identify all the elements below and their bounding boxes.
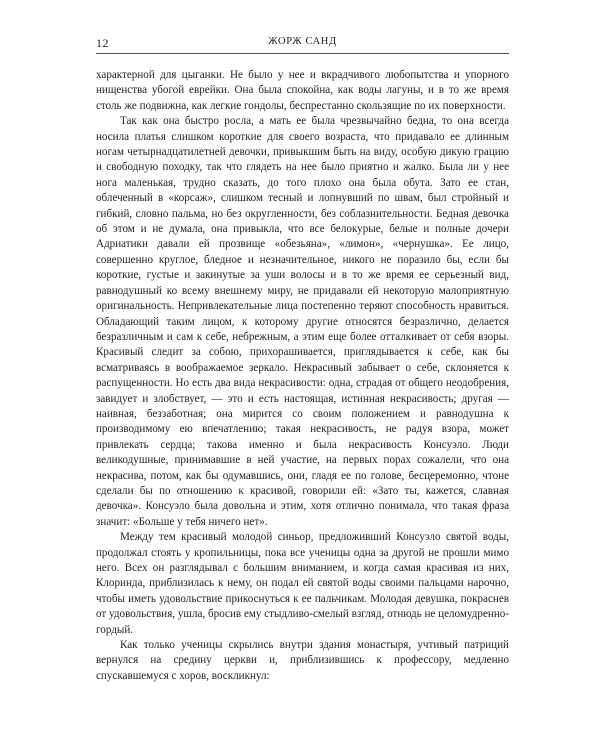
header-rule xyxy=(96,53,509,54)
running-head: ЖОРЖ САНД xyxy=(268,36,337,47)
body-text xyxy=(96,68,509,684)
paragraph: Так как она быстро росла, а мать ее была чрезвычайно бедна, то она всегда носила платья слишком короткие для своего возраста, что придавало ее длинным ногам четырнадцатилетней девочки, привыкшим быть на виду, особую дикую грацию и свободную походку, так что глядеть на нее было приятно и жалко. Была ли у нее нога маленькая, трудно сказать, до того плохо она была обута. Зато ее стан, облеченный в «корсаж», слишком тесный и лопнувший по швам, был стройный и гибкий, словно пальма, но без округленности, без соблазнительности. Бедная девочка об этом и не думала, она привыкла, что все белокурые, белые и полные дочери Адриатики давали ей прозвище «обезьяна», «лимон», «чернушка». Ее лицо, совершенно круглое, бледное и незначительное, никого не поразило бы, если бы короткие, густые и закинутые за уши волосы и в то же время ее серьезный вид, равнодушный ко всему внешнему миру, не придавали ей некоторую малоприятную оригинальность. Непривлекательные лица постепенно теряют способность нравиться. Обладающий таким лицом, к которому другие относятся безразлично, делается безразличным и сам к себе, небрежным, а этим еще более отталкивает от себя взоры. Красивый следит за собою, прихорашивается, приглядывается к себе, как бы всматриваясь в воображаемое зеркало. Некрасивый забывает о себе, склоняется к распущенности. Но есть два вида некрасивости: одна, страдая от общего неодобрения, завидует и злобствует, — это и есть настоящая, истинная некрасивость; другая — наивная, беззаботная; она мирится со своим положением и равнодушна к производимому ею впечатлению; такая некрасивость, не радуя взора, может привлекать сердца; такова именно и была некрасивость Консуэло. Люди великодушные, принимавшие в ней участие, на первых порах сожалели, что она некрасива, потом, как бы одумавшись, они, гладя ее по голове, бесцеремонно, чтоне сделали бы по отношению к красивой, говорили ей: «Зато ты, кажется, славная девочка». Консуэло была довольна и этим, хотя отлично понимала, что такая фраза значит: «Больше у тебя ничего нет». xyxy=(96,115,509,528)
paragraph: Между тем красивый молодой синьор, предложивший Консуэло святой воды, продолжал стоять у кропильницы, пока все ученицы одна за другой не прошли мимо него. Всех он разглядывал с большим вниманием, и когда самая красивая из них, Клоринда, приблизилась к нему, он подал ей святой воды своими пальцами нарочно, чтобы иметь удовольствие прикоснуться к ее пальчикам. Молодая девушка, покраснев от удовольствия, ушла, бросив ему стыдливо-смелый взгляд, отнюдь не целомудренно-гордый. xyxy=(96,531,509,636)
paragraph: Как только ученицы скрылись внутри здания монастыря, учтивый патриций вернулся на средину церкви и, приблизившись к профессору, медленно спускавшемуся с хоров, воскликнул: xyxy=(96,639,509,682)
page-number: 12 xyxy=(96,36,109,50)
paragraph-continued: характерной для цыганки. Не было у нее и вкрадчивого любопытства и упорного нищенства убогой еврейки. Она была спокойна, как воды лагуны, и в то же время столь же подвижна, как легкие гондолы, беспрестанно скользящие по их поверхности. xyxy=(96,69,509,112)
